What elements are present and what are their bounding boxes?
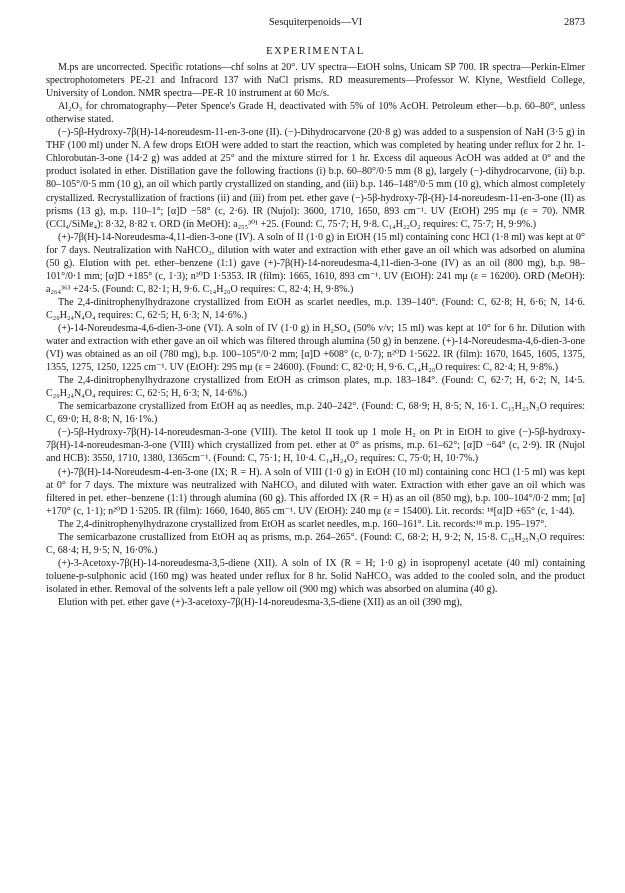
paragraph-compound-ii: (−)-5β-Hydroxy-7β(H)-14-noreudesm-11-en-3-one (II). (−)-Dihydrocarvone (20·8 g) was added to a suspension of NaH (3·5 g) in THF (100 ml) under N. A few drops EtOH were added to start the reaction, which was completed by heating under reflux for 2 hr. 1-Chlorobutan-3-one (14·2 g) was added at 25° and the mixture stirred for 1 hr. Excess dil aqueous AcOH was added at 0° and the product isolated in ether. Distillation gave the following fractions (i) b.p. 60–80°/0·5 mm (8 g), largely (−)-dihydrocarvone, (ii) b.p. 80–105°/0·5 mm (10 g), an oil which partly crystallized on standing, and (iii) b.p. 146–148°/0·5 mm (10 g), which almost completely crystallized. Recrystallization of fractions (ii) and (iii) from pet. ether gave (−)-5β-hydroxy-7β-(H)-14-noreudesm-11-en-3-one (II) as prisms (13 g), m.p. 110–1°; [α]D −58° (c, 2·6). IR (Nujol): 3600, 1710, 1650, 893 cm⁻¹. UV (EtOH) 295 mμ (ε = 70). NMR (CCl₄/SiMe₄): 8·32, 8·82 τ. ORD (in MeOH): a₂₅₅³⁰¹ +25. (Found: C, 75·7; H, 9·8. C₁₄H₂₂O₂ requires: C, 75·7; H, 9·9%.) [46, 127, 585, 230]
body-text [46, 61, 585, 609]
paragraph-compound-vi: (+)-14-Noreudesma-4,6-dien-3-one (VI). A soln of IV (1·0 g) in H₂SO₄ (50% v/v; 15 ml) was kept at 10° for 6 hr. Dilution with water and extraction with ether gave an oil which was filtered through alumina (50 g) in benzene. (+)-14-Noreudesma-4,6-dien-3-one (VI) was obtained as an oil (780 mg), b.p. 100–105°/0·2 mm; [α]D +608° (c, 0·7); n²⁰D 1·5622. IR (film): 1670, 1645, 1605, 1375, 1355, 1275, 1250, 1225 cm⁻¹. UV (EtOH): 295 mμ (ε = 24600). (Found: C, 82·0; H, 9·6. C₁₄H₂₀O requires: C, 82·4; H, 9·8%.) [46, 322, 585, 374]
paragraph-ix-semicarbazone: The semicarbazone crustallized from EtOH aq as prisms, m.p. 264–265°. (Found: C, 68·2; H, 9·2; N, 15·8. C₁₅H₂₅N₃O requires: C, 68·4; H, 9·5; N, 16·0%.) [46, 531, 585, 556]
section-heading: EXPERIMENTAL [266, 46, 365, 57]
paragraph-vi-semicarbazone: The semicarbazone crystallized from EtOH aq as needles, m.p. 240–242°. (Found: C, 68·9; H, 8·5; N, 16·1. C₁₅H₂₃N₃O requires: C, 69·0; H, 8·8; N, 16·1%.) [46, 401, 585, 426]
running-head [46, 16, 585, 31]
paragraph-vi-dnp: The 2,4-dinitrophenylhydrazone crystallized from EtOH as crimson plates, m.p. 183–184°. (Found: C, 62·7; H, 6·2; N, 14·5. C₂₀H₂₄N₄O₄ requires: C, 62·5; H, 6·3; N, 14·6%.) [46, 375, 585, 400]
paragraph-iv-dnp: The 2,4-dinitrophenylhydrazone crystallized from EtOH as scarlet needles, m.p. 139–140°. (Found: C, 62·8; H, 6·6; N, 14·6. C₂₀H₂₄N₄O₄ requires: C, 62·5; H, 6·3; N, 14·6%.) [46, 296, 585, 321]
paragraph-compound-viii: (−)-5β-Hydroxy-7β(H)-14-noreudesman-3-one (VIII). The ketol II took up 1 mole H₂ on Pt in EtOH to give (−)-5β-hydroxy-7β(H)-14-noreudesman-3-one (VIII) which crystallized from pet. ether at 0° as prisms, m.p. 61–62°; [α]D −64° (c, 2·9). IR (Nujol and HCB): 3550, 1710, 1380, 1365cm⁻¹. (Found: C, 75·1; H, 10·4. C₁₄H₂₄O₂ requires: C, 75·0; H, 10·7%.) [46, 427, 585, 465]
paragraph-materials: Al₂O₃ for chromatography—Peter Spence's Grade H, deactivated with 5% of 10% AcOH. Petroleum ether—b.p. 60–80°, unless otherwise stated. [46, 101, 585, 126]
paragraph-compound-ix: (+)-7β(H)-14-Noreudesm-4-en-3-one (IX; R = H). A soln of VIII (1·0 g) in EtOH (10 ml) containing conc HCl (1·5 ml) was kept at 0° for 7 days. The mixture was neutralized with NaHCO₃ and diluted with water. Extraction with ether gave an oil which was filtered in pet. ether–benzene (1:1) through alumina (60 g). This afforded IX (R = H) as an oil (850 mg), b.p. 100–104°/0·2 mm; [α] +170° (c, 1·1); n²⁰D 1·5205. IR (film): 1660, 1640, 865 cm⁻¹. UV (EtOH): 240 mμ (ε = 15400). Lit. records: ¹⁸[α]D +65° (c, 1·44). [46, 466, 585, 517]
paragraph-xii-elution: Elution with pet. ether gave (+)-3-acetoxy-7β(H)-14-noreudesma-3,5-diene (XII) as an oil (390 mg), [58, 596, 463, 608]
paragraph-compound-iv: (+)-7β(H)-14-Noreudesma-4,11-dien-3-one (IV). A soln of II (1·0 g) in EtOH (15 ml) containing conc HCl (1·8 ml) was kept at 0° for 7 days. Neutralization with NaHCO₃, dilution with water and extraction with ether gave an oil which was adsorbed on alumina (50 g). Elution with pet. ether–benzene (1:1) gave (+)-7β(H)-14-noreudesma-4,11-dien-3-one (IV) as an oil (800 mg), b.p. 98–101°/0·1 mm; [α]D +185° (c, 1·3); n²⁰D 1·5353. IR (film): 1665, 1610, 893 cm⁻¹. UV (EtOH): 241 mμ (ε = 16200). ORD (MeOH): a₂₆₄³⁶³ +24·5. (Found: C, 82·1; H, 9·6. C₁₄H₂₀O requires: C, 82·4; H, 9·8%.) [46, 231, 585, 295]
paragraph-ix-dnp: The 2,4-dinitrophenylhydrazone crystallized from EtOH as scarlet needles, m.p. 160–161°. Lit. records:¹⁸ m.p. 195–197°. [58, 518, 547, 530]
running-title: Sesquiterpenoids—VI [268, 17, 363, 28]
paragraph-methods: M.ps are uncorrected. Specific rotations—chf solns at 20°. UV spectra—EtOH solns, Unicam SP 700. IR spectra—Perkin-Elmer spectrophotometers PE-21 and Infracord 137 with NaCl prisms. RD measurements—Professor W. Klyne, Westfield College, University of London. NMR spectra—PE-R 10 instrument at 60 Mc/s. [46, 62, 585, 100]
page-number: 2873 [564, 17, 585, 28]
paragraph-compound-xii: (+)-3-Acetoxy-7β(H)-14-noreudesma-3,5-diene (XII). A soln of IX (R = H; 1·0 g) in isopropenyl acetate (40 ml) containing toluene-p-sulphonic acid (160 mg) was heated under reflux for 8 hr. Solid NaHCO₃ was added to the cooled soln, and the product isolated in ether. Removal of the solvents left a pale yellow oil (900 mg) which was absorbed on alumina (40 g). [46, 557, 585, 595]
